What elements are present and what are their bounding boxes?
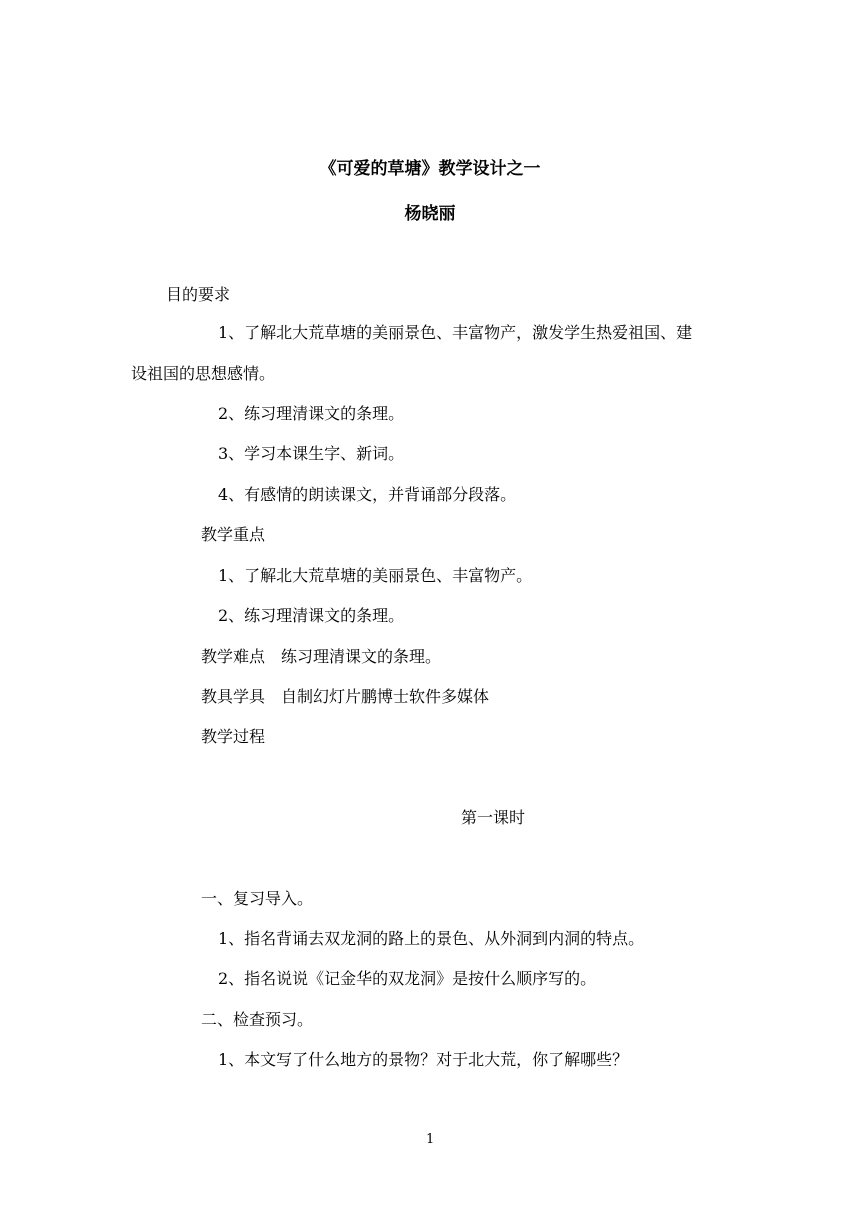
- section-heading-review: 一、复习导入。: [201, 889, 314, 908]
- section-item: 1、本文写了什么地方的景物？对于北大荒，你了解哪些？: [218, 1050, 629, 1069]
- objective-item: 2、练习理清课文的条理。: [218, 404, 405, 423]
- objectives-heading: 目的要求: [166, 285, 231, 304]
- objective-item: 1、了解北大荒草塘的美丽景色、丰富物产，激发学生热爱祖国、建: [218, 323, 693, 342]
- objective-item: 4、有感情的朗读课文，并背诵部分段落。: [218, 485, 517, 504]
- process-heading: 教学过程: [201, 727, 266, 746]
- objective-item: 3、学习本课生字、新词。: [218, 444, 405, 463]
- document-title: 《可爱的草塘》教学设计之一: [319, 159, 541, 179]
- key-points-heading: 教学重点: [201, 525, 266, 544]
- difficulty-line: 教学难点 练习理清课文的条理。: [201, 647, 442, 666]
- section-item: 1、指名背诵去双龙洞的路上的景色、从外洞到内洞的特点。: [218, 929, 645, 948]
- section-item: 2、指名说说《记金华的双龙洞》是按什么顺序写的。: [218, 969, 597, 988]
- teaching-aids-line: 教具学具 自制幻灯片鹏博士软件多媒体: [201, 687, 490, 706]
- lesson-heading: 第一课时: [461, 808, 526, 827]
- section-heading-preview: 二、检查预习。: [201, 1010, 314, 1029]
- objective-item-continuation: 设祖国的思想感情。: [131, 364, 276, 383]
- key-point-item: 2、练习理清课文的条理。: [218, 606, 405, 625]
- document-author: 杨晓丽: [404, 204, 456, 224]
- key-point-item: 1、了解北大荒草塘的美丽景色、丰富物产。: [218, 566, 533, 585]
- page-number: 1: [426, 1132, 435, 1147]
